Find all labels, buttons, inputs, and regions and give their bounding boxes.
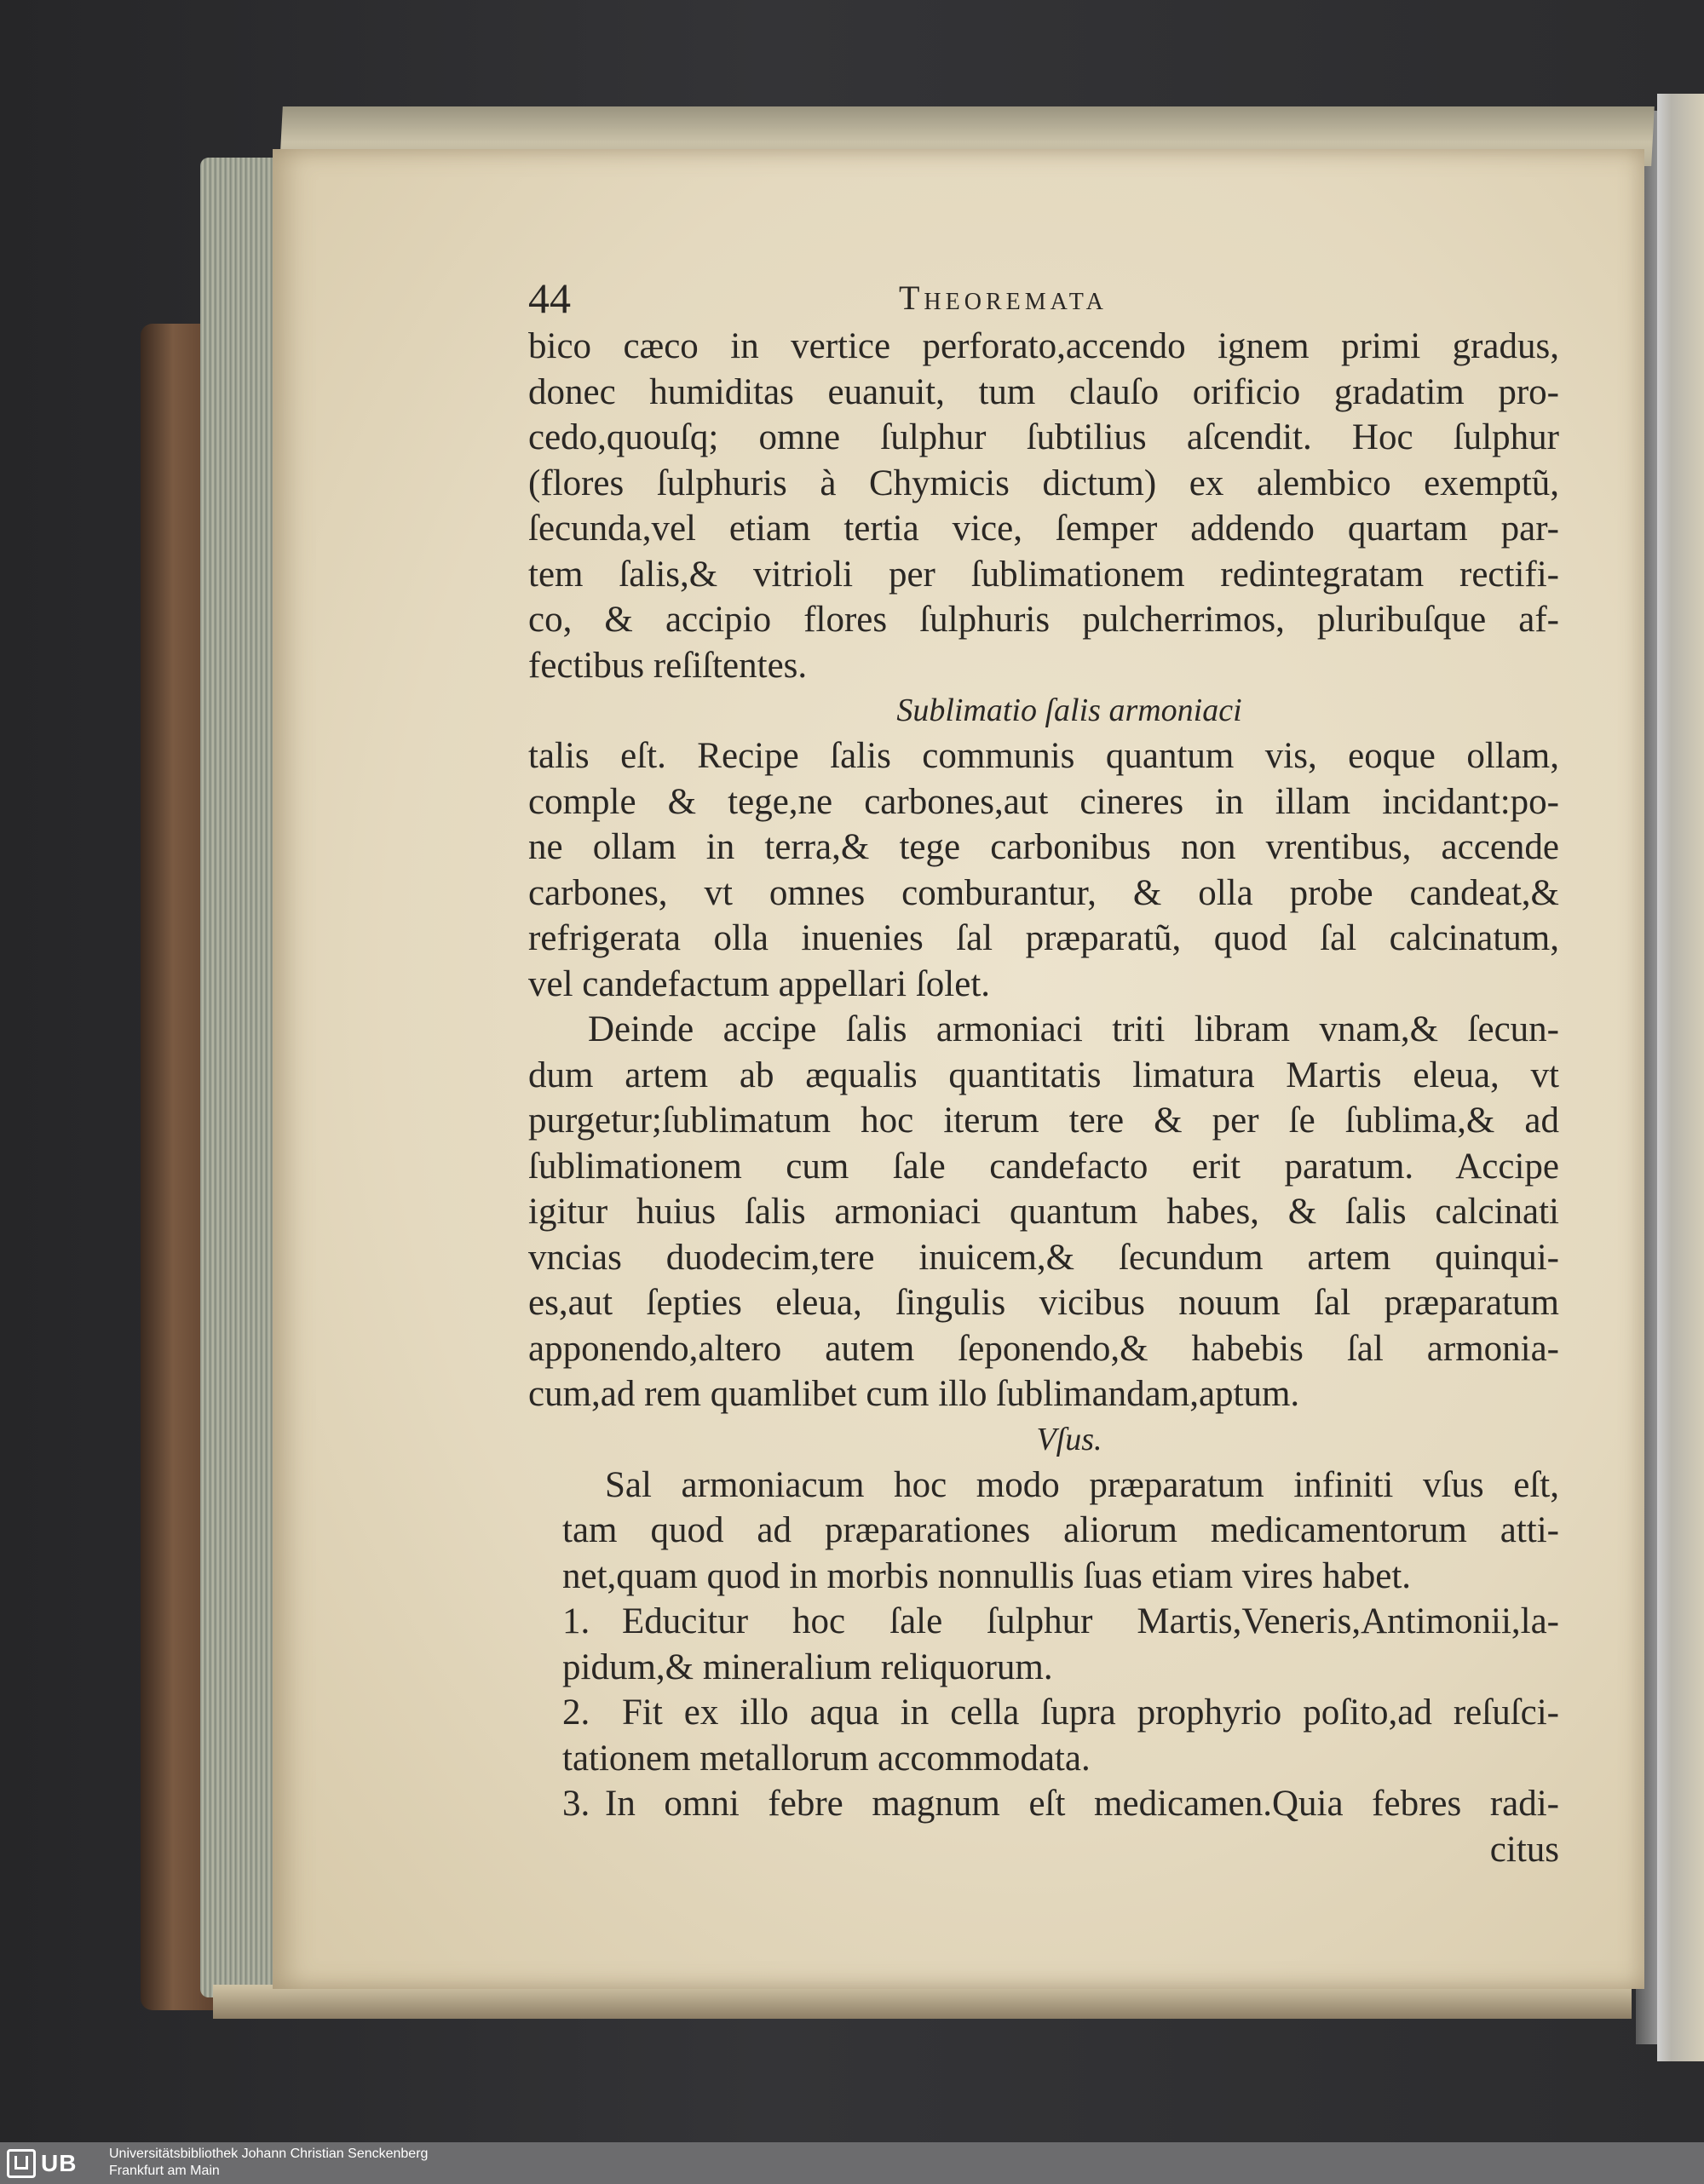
paragraph-usus xyxy=(528,1463,1559,1600)
text-line: ſublimationem cum ſale candefacto erit paratum. Accipe xyxy=(528,1146,1559,1187)
running-head xyxy=(528,273,1559,324)
text-line: net,quam quod in morbis nonnullis ſuas etiam vires habet. xyxy=(562,1555,1412,1596)
text-line: vncias duodecim,tere inuicem,& ſecundum artem quinqui- xyxy=(528,1237,1559,1278)
text-line: Sal armoniacum hoc modo præparatum infiniti vſus eſt, xyxy=(605,1464,1559,1505)
page-number: 44 xyxy=(528,274,571,322)
library-name xyxy=(109,2146,428,2180)
section-heading: Vſus. xyxy=(1036,1421,1102,1457)
running-head-title: Theoremata xyxy=(899,279,1108,317)
library-name-line1: Universitätsbibliothek Johann Christian Senckenberg xyxy=(109,2147,429,2161)
paragraph-sublimation xyxy=(528,1007,1559,1417)
text-line: dum artem ab æqualis quantitatis limatura Martis eleua, vt xyxy=(528,1055,1559,1095)
adjacent-page xyxy=(1657,94,1704,2061)
item-number: 3. xyxy=(562,1784,590,1824)
text-line: refrigerata olla inuenies ſal præparatũ, quod ſal calcinatum, xyxy=(528,918,1559,958)
text-line: cedo,quouſq; omne ſulphur ſubtilius aſcendit. Hoc ſulphur xyxy=(528,417,1559,457)
text-line: talis eſt. Recipe ſalis communis quantum vis, eoque ollam, xyxy=(528,736,1559,776)
text-line: tem ſalis,& vitrioli per ſublimationem redintegratam rectifi- xyxy=(528,554,1559,595)
text-line: apponendo,altero autem ſeponendo,& habebis ſal armonia- xyxy=(528,1328,1559,1369)
text-line: pidum,& mineralium reliquorum. xyxy=(562,1647,1053,1687)
text-line: (flores ſulphuris à Chymicis dictum) ex alembico exemptũ, xyxy=(528,463,1559,503)
text-line: Deinde accipe ſalis armoniaci triti libram vnam,& ſecun- xyxy=(588,1009,1559,1049)
paragraph-recipe xyxy=(528,733,1559,1007)
list-item xyxy=(562,1599,1559,1645)
library-name-line2: Frankfurt am Main xyxy=(109,2164,220,2178)
section-heading: Sublimatio ſalis armoniaci xyxy=(896,693,1242,728)
list-item xyxy=(562,1781,1559,1827)
text-line: es,aut ſepties eleua, ſingulis vicibus nouum ſal præparatum xyxy=(528,1283,1559,1323)
text-line: cum,ad rem quamlibet cum illo ſublimandam,aptum. xyxy=(528,1374,1300,1414)
text-line: Educitur hoc ſale ſulphur Martis,Veneris,Antimonii,la- xyxy=(622,1601,1559,1641)
catchword: citus xyxy=(1489,1829,1559,1870)
text-line: carbones, vt omnes comburantur, & olla probe candeat,& xyxy=(528,872,1559,913)
text-line: ſecunda,vel etiam tertia vice, ſemper addendo quartam par- xyxy=(528,509,1559,549)
item-number: 2. xyxy=(562,1693,590,1733)
page-text xyxy=(528,273,1559,1872)
logo-text: UB xyxy=(41,2149,78,2176)
text-line: In omni febre magnum eſt medicamen.Quia febres radi- xyxy=(605,1784,1559,1824)
numbered-list xyxy=(528,1599,1559,1827)
library-logo[interactable] xyxy=(7,2147,101,2179)
list-item xyxy=(562,1690,1559,1736)
text-line: Fit ex illo aqua in cella ſupra prophyrio poſito,ad reſuſci- xyxy=(622,1693,1559,1733)
paragraph-continued xyxy=(528,324,1559,688)
text-line: tam quod ad præparationes aliorum medicamentorum atti- xyxy=(562,1510,1559,1550)
text-line: bico cæco in vertice perforato,accendo ignem primi gradus, xyxy=(528,326,1559,366)
text-line: fectibus reſiſtentes. xyxy=(528,645,808,686)
text-line: igitur huius ſalis armoniaci quantum habes, & ſalis calcinati xyxy=(528,1192,1559,1232)
item-number: 1. xyxy=(562,1601,590,1641)
text-line: purgetur;ſublimatum hoc iterum tere & per ſe ſublima,& ad xyxy=(528,1101,1559,1141)
text-line: ne ollam in terra,& tege carbonibus non vrentibus, accende xyxy=(528,827,1559,867)
page-bottom-edge xyxy=(213,1985,1632,2019)
library-footer xyxy=(0,2142,1704,2184)
text-line: comple & tege,ne carbones,aut cineres in illam incidant:po- xyxy=(528,781,1559,822)
text-line: tationem metallorum accommodata. xyxy=(562,1738,1091,1779)
text-line: vel candefactum appellari ſolet. xyxy=(528,963,991,1004)
text-line: donec humiditas euanuit, tum clauſo orificio gradatim pro- xyxy=(528,371,1559,412)
library-logo-icon xyxy=(7,2149,36,2178)
text-line: co, & accipio flores ſulphuris pulcherrimos, pluribuſque af- xyxy=(528,600,1559,640)
